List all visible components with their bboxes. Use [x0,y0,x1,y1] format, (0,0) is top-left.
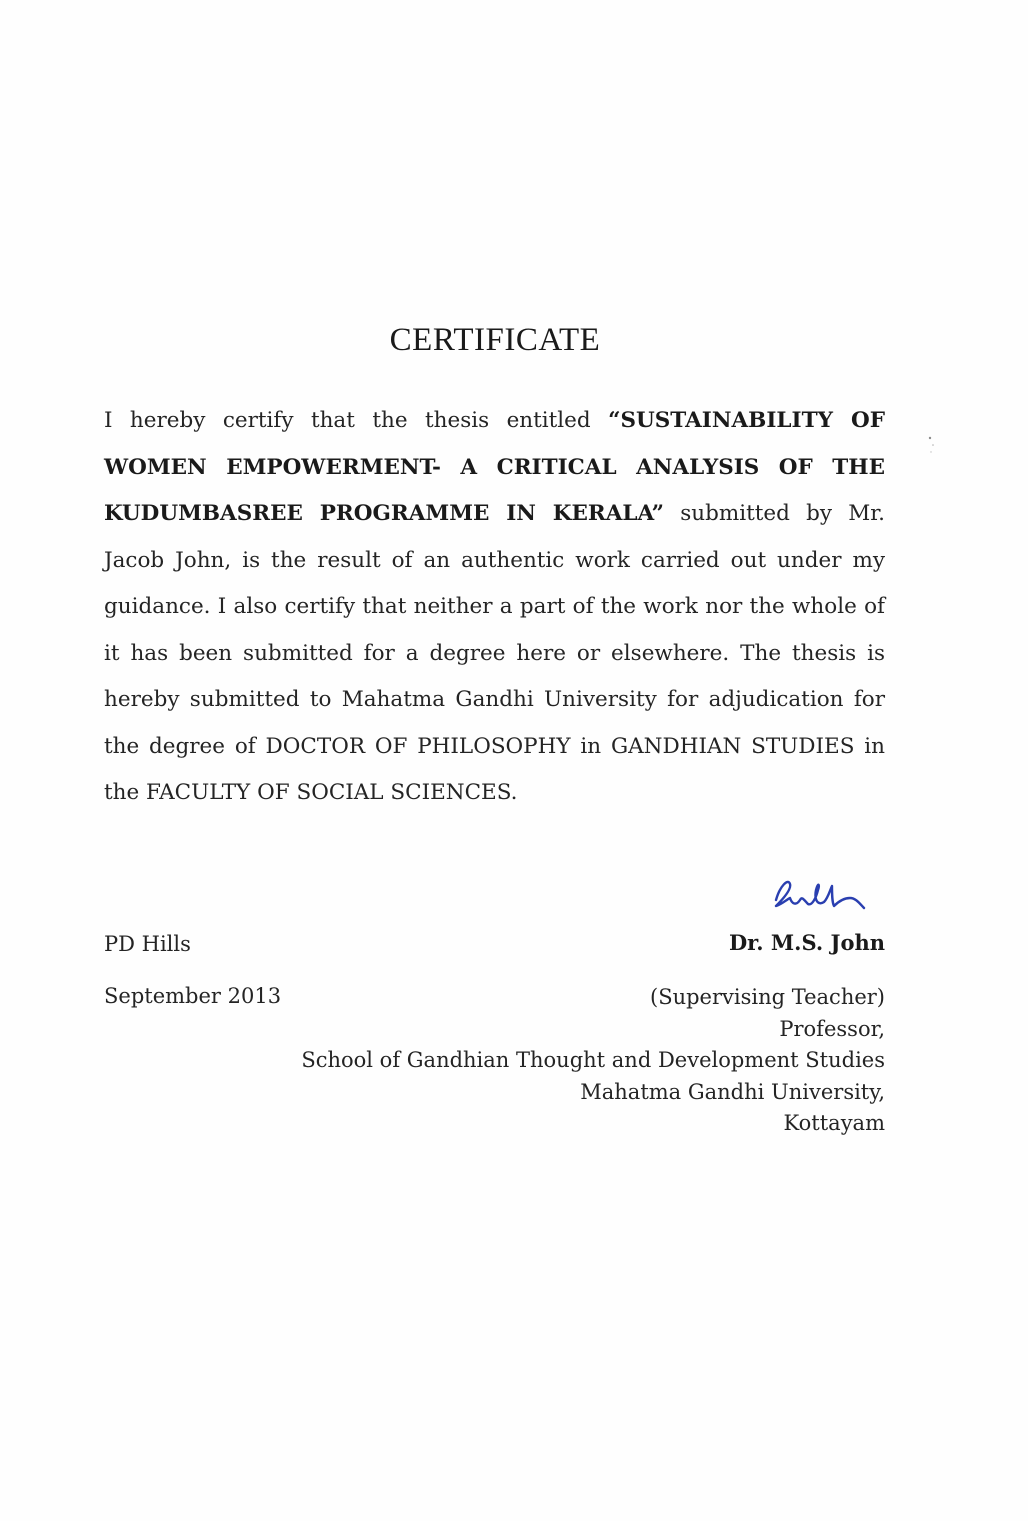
body-intro: I hereby certify that the thesis entitled [104,408,609,433]
signatory-name: Dr. M.S. John [728,930,885,955]
signatory-designation: Professor, [779,1016,885,1041]
place-label: PD Hills [104,932,191,956]
scan-speck [928,436,936,458]
certificate-title: CERTIFICATE [389,322,601,358]
date-label: September 2013 [104,984,282,1008]
body-rest: submitted by Mr. Jacob John, is the result of an authentic work carried out under my guidance. I also certify that neither a part of the work nor the whole of it has been submitted for a degree here or elsewhere. The thesis is hereby submitted to Mahatma Gandhi University for adjudication for the degree of DOCTOR OF PHILOSOPHY in GANDHIAN STUDIES in the FACULTY OF SOCIAL SCIENCES. [104,501,885,805]
signatory-city: Kottayam [783,1111,885,1135]
certificate-body [104,398,885,817]
signatory-department: School of Gandhian Thought and Development Studies [301,1048,885,1072]
signature-image [768,860,888,924]
thesis-title: “SUSTAINABILITY OF WOMEN EMPOWERMENT- A CRITICAL ANALYSIS OF THE KUDUMBASREE PROGRAMME IN KERALA” [104,408,886,526]
signatory-university: Mahatma Gandhi University, [580,1079,885,1104]
signatory-role: (Supervising Teacher) [650,985,885,1009]
signatory-details [301,982,885,1140]
